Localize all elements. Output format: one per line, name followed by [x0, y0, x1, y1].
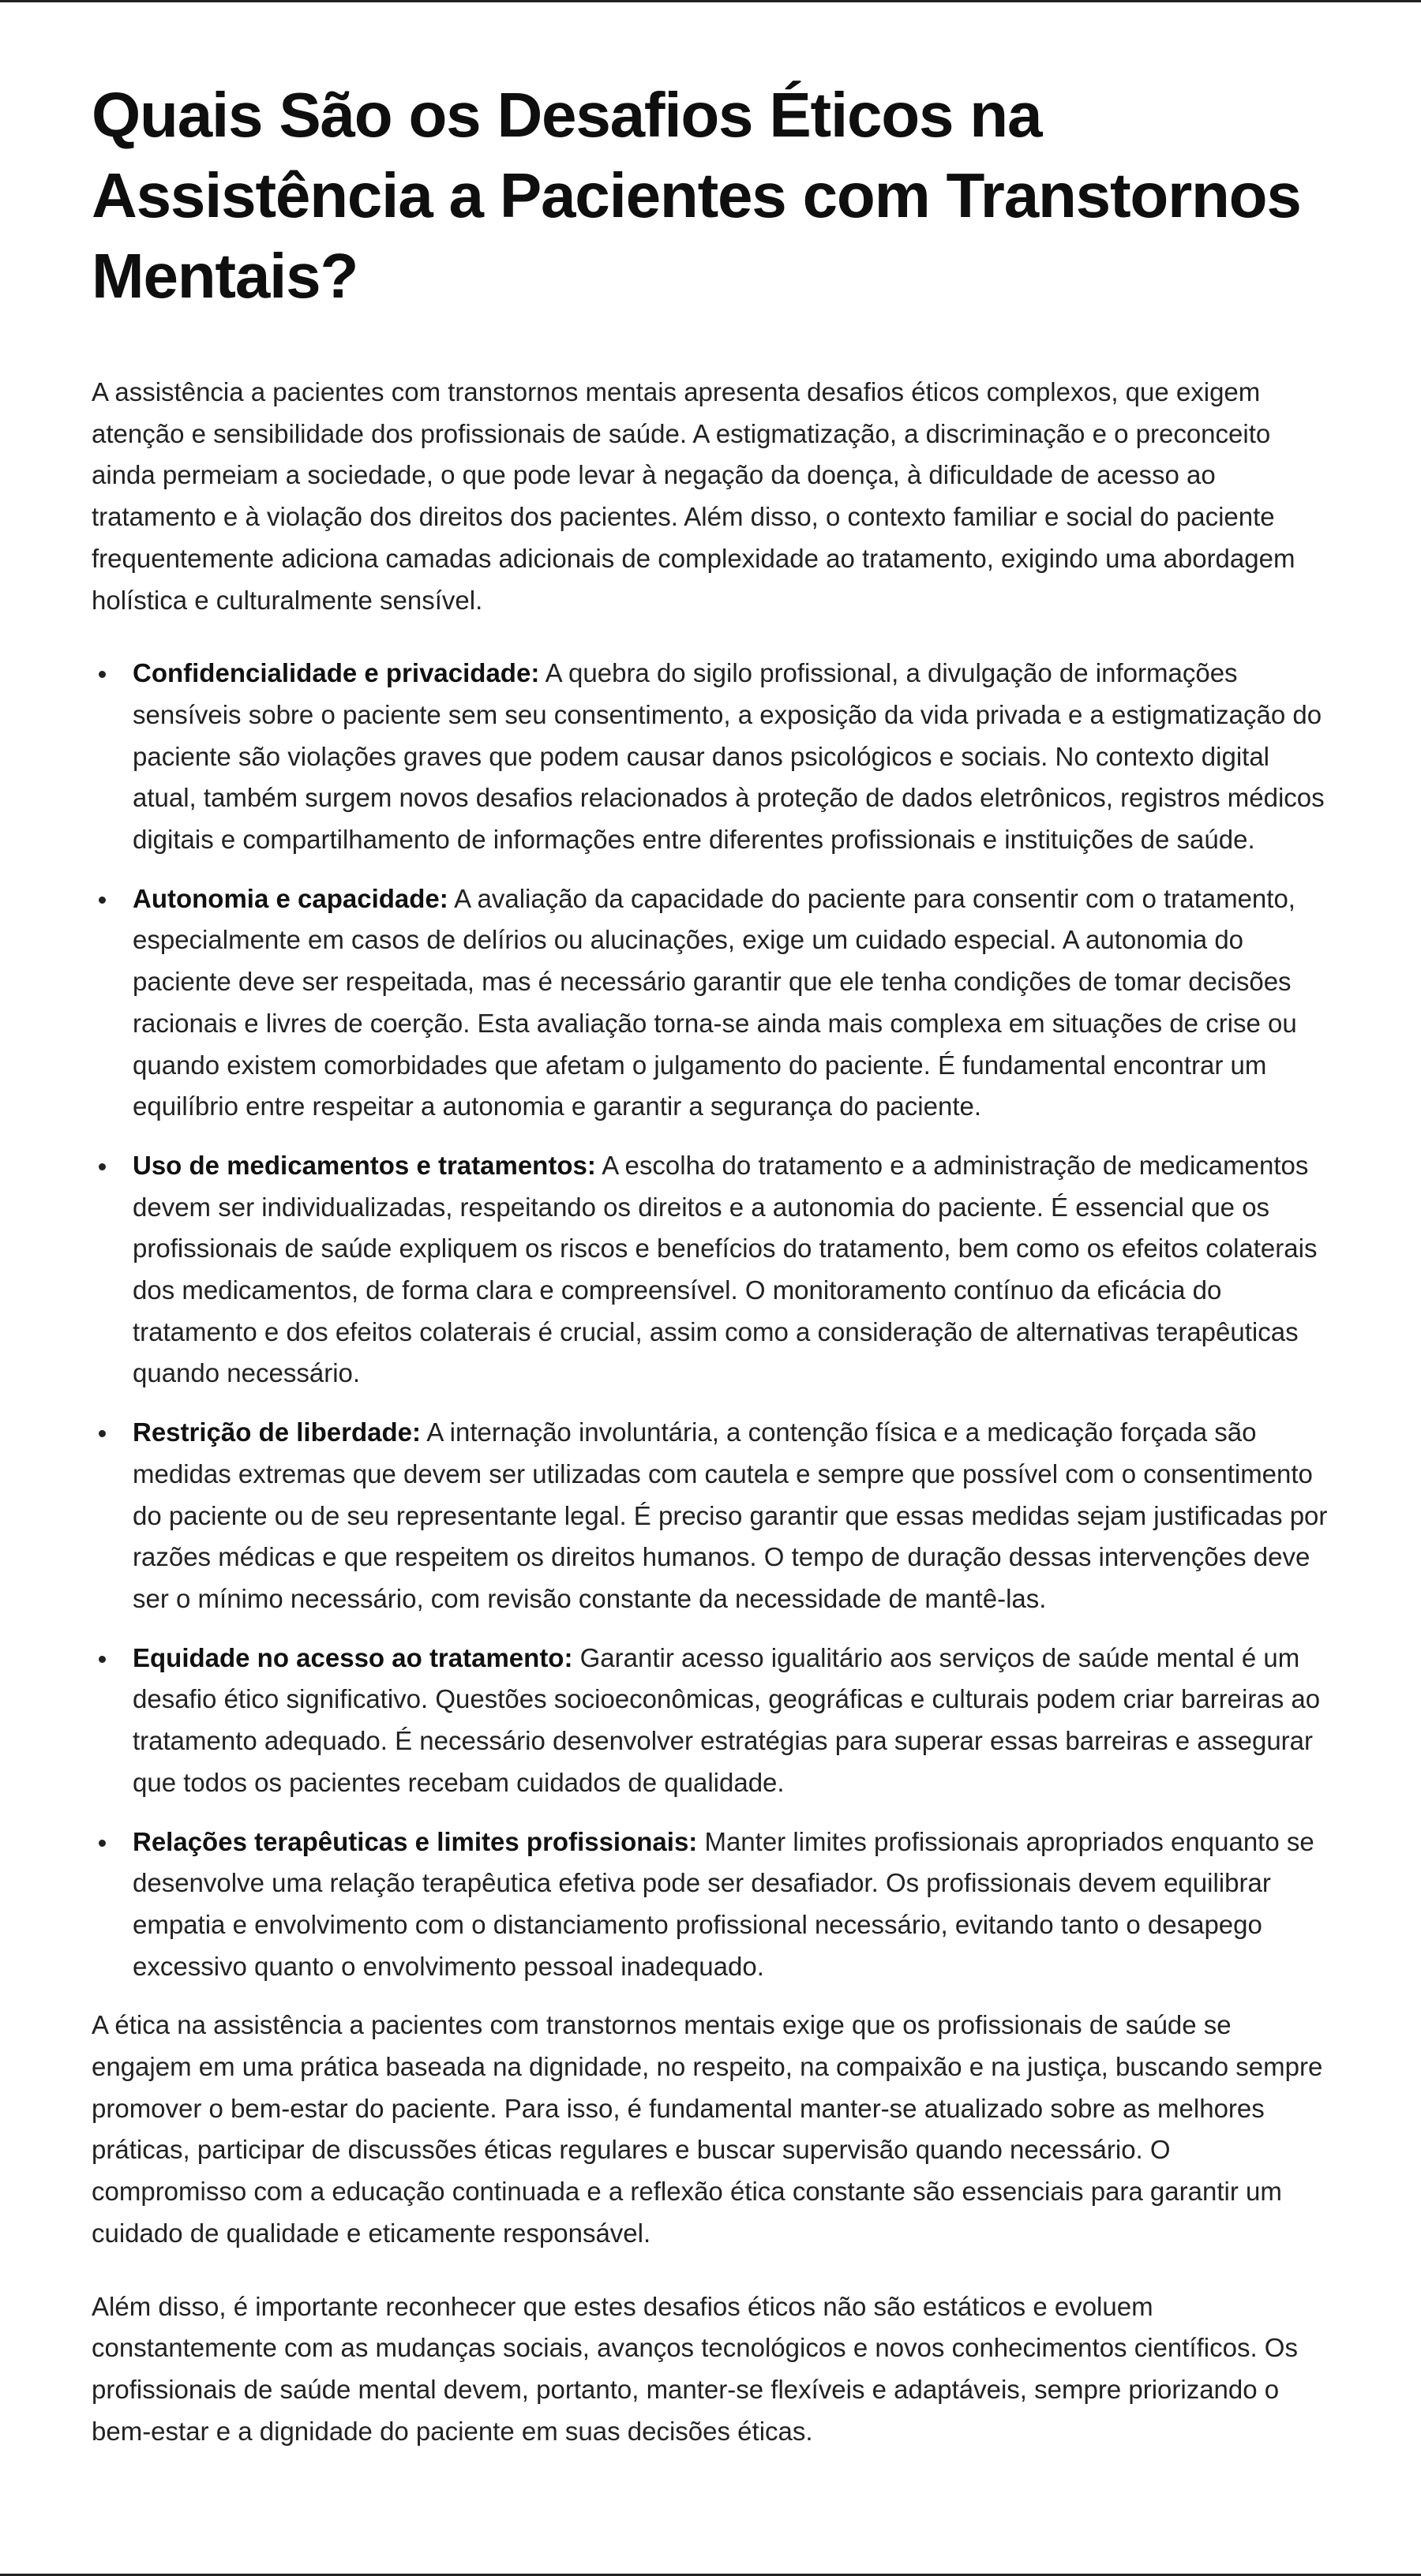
- list-item-term: Confidencialidade e privacidade:: [133, 658, 540, 688]
- list-item-autonomy: [133, 878, 1330, 1128]
- list-item-text: A escolha do tratamento e a administração de medicamentos devem ser individualizadas, respeitando os direitos e a autonomia do paciente. É essencial que os profissionais de saúde expliquem os riscos e benefícios do tratamento, bem como os efeitos colaterais dos medicamentos, de forma clara e compreensível. O monitoramento contínuo da eficácia do tratamento e dos efeitos colaterais é crucial, assim como a consideração de alternativas terapêuticas quando necessário.: [133, 1150, 1318, 1388]
- document-page: [0, 2, 1421, 2574]
- list-item-text: A avaliação da capacidade do paciente para consentir com o tratamento, especialmente em casos de delírios ou alucinações, exige um cuidado especial. A autonomia do paciente deve ser respeitada, mas é necessário garantir que ele tenha condições de tomar decisões racionais e livres de coerção. Esta avaliação torna-se ainda mais complexa em situações de crise ou quando existem comorbidades que afetam o julgamento do paciente. É fundamental encontrar um equilíbrio entre respeitar a autonomia e garantir a segurança do paciente.: [133, 883, 1297, 1121]
- list-item-term: Autonomia e capacidade:: [133, 883, 448, 913]
- page-title: Quais São os Desafios Éticos na Assistência a Pacientes com Transtornos Mentais?: [92, 80, 1301, 311]
- list-item-term: Equidade no acesso ao tratamento:: [133, 1642, 573, 1672]
- intro-paragraph: A assistência a pacientes com transtornos mentais apresenta desafios éticos complexos, que exigem atenção e sensibilidade dos profissionais de saúde. A estigmatização, a discriminação e o preconceito ainda permeiam a sociedade, o que pode levar à negação da doença, à dificuldade de acesso ao tratamento e à violação dos direitos dos pacientes. Além disso, o contexto familiar e social do paciente frequentemente adiciona camadas adicionais de complexidade ao tratamento, exigindo uma abordagem holística e culturalmente sensível.: [92, 377, 1295, 615]
- challenges-list: [92, 653, 1330, 1987]
- list-item-confidentiality: [133, 653, 1330, 861]
- list-item-text: A internação involuntária, a contenção física e a medicação forçada são medidas extremas que devem ser utilizadas com cautela e sempre que possível com o consentimento do paciente ou de seu representante legal. É preciso garantir que essas medidas sejam justificadas por razões médicas e que respeitem os direitos humanos. O tempo de duração dessas intervenções deve ser o mínimo necessário, com revisão constante da necessidade de mantê-las.: [133, 1417, 1328, 1613]
- list-item-text: A quebra do sigilo profissional, a divulgação de informações sensíveis sobre o paciente sem seu consentimento, a exposição da vida privada e a estigmatização do paciente são violações graves que podem causar danos psicológicos e sociais. No contexto digital atual, também surgem novos desafios relacionados à proteção de dados eletrônicos, registros médicos digitais e compartilhamento de informações entre diferentes profissionais e instituições de saúde.: [133, 658, 1325, 855]
- closing-paragraph: A ética na assistência a pacientes com transtornos mentais exige que os profissionais de saúde se engajem em uma prática baseada na dignidade, no respeito, na compaixão e na justiça, buscando sempre promover o bem-estar do paciente. Para isso, é fundamental manter-se atualizado sobre as melhores práticas, participar de discussões éticas regulares e buscar supervisão quando necessário. O compromisso com a educação continuada e a reflexão ética constante são essenciais para garantir um cuidado de qualidade e eticamente responsável.: [92, 2010, 1323, 2248]
- final-paragraph: Além disso, é importante reconhecer que estes desafios éticos não são estáticos e evoluem constantemente com as mudanças sociais, avanços tecnológicos e novos conhecimentos científicos. Os profissionais de saúde mental devem, portanto, manter-se flexíveis e adaptáveis, sempre priorizando o bem-estar e a dignidade do paciente em suas decisões éticas.: [92, 2291, 1298, 2446]
- list-item-medication: [133, 1145, 1330, 1395]
- list-item-term: Relações terapêuticas e limites profissionais:: [133, 1826, 698, 1856]
- list-item-term: Uso de medicamentos e tratamentos:: [133, 1150, 596, 1180]
- list-item-text: Manter limites profissionais apropriados enquanto se desenvolve uma relação terapêutica efetiva pode ser desafiador. Os profissionais devem equilibrar empatia e envolvimento com o distanciamento profissional necessário, evitando tanto o desapego excessivo quanto o envolvimento pessoal inadequado.: [133, 1826, 1314, 1981]
- list-item-restriction: [133, 1412, 1330, 1620]
- list-item-boundaries: [133, 1822, 1330, 1988]
- list-item-text: Garantir acesso igualitário aos serviços de saúde mental é um desafio ético significativo. Questões socioeconômicas, geográficas e culturais podem criar barreiras ao tratamento adequado. É necessário desenvolver estratégias para superar essas barreiras e assegurar que todos os pacientes recebam cuidados de qualidade.: [133, 1642, 1321, 1797]
- list-item-equity: [133, 1638, 1330, 1804]
- list-item-term: Restrição de liberdade:: [133, 1417, 421, 1447]
